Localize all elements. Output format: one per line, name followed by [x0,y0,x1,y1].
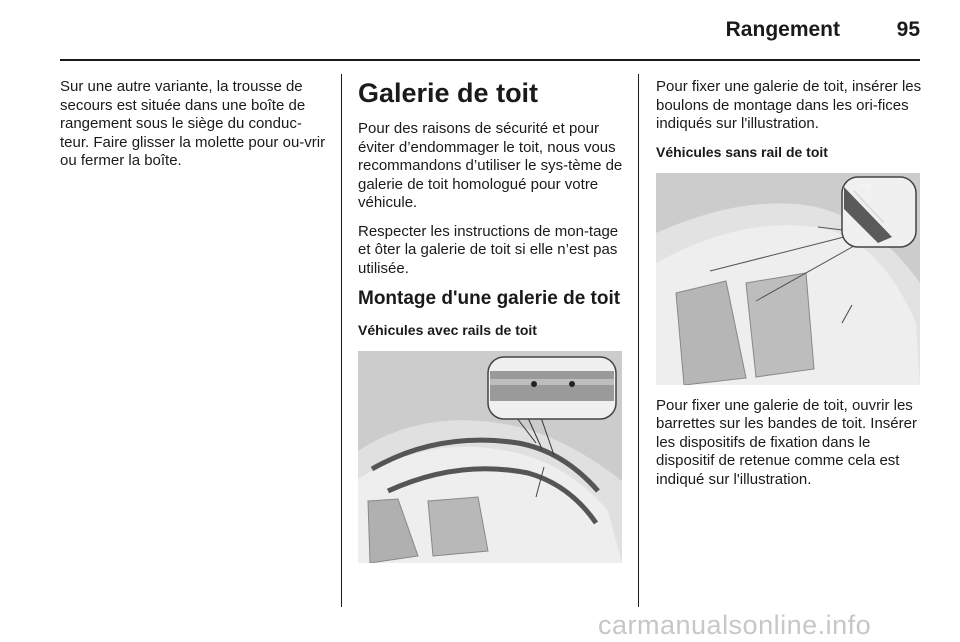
paragraph: Pour fixer une galerie de toit, ouvrir les barrettes sur les bandes de toit. Insérer les dispositifs de fixation dans le dispositif de retenue comme cela est indiqué sur l'illustration. [656,396,917,488]
figure-label: Véhicules sans rail de toit [656,143,828,160]
column-divider-2 [638,74,639,607]
roof-without-rails-illustration [656,173,920,385]
column-2 [358,78,626,563]
column-1 [60,78,328,181]
header-rule [60,59,920,61]
paragraph: Pour fixer une galerie de toit, insérer les boulons de montage dans les ori-fices indiqués sur l'illustration. [656,78,922,132]
column-3 [656,78,924,499]
subsection-heading: Montage d'une galerie de toit [358,288,621,309]
running-header-title: Rangement [725,18,840,41]
paragraph: Sur une autre variante, la trousse de secours est située dans une boîte de rangement sous le siège du conduc-teur. Faire glisser la molette pour ou-vrir ou fermer la boîte. [60,78,326,169]
watermark: carmanualsonline.info [598,610,872,640]
paragraph: Pour des raisons de sécurité et pour éviter d’endommager le toit, nous vous recommandons d’utiliser le sys-tème de galerie de toit homologué pour votre véhicule. [358,120,623,211]
paragraph: Respecter les instructions de mon-tage et ôter la galerie de toit si elle n’est pas utilisée. [358,222,619,277]
section-heading: Galerie de toit [358,78,539,108]
column-divider-1 [341,74,342,607]
figure-label: Véhicules avec rails de toit [358,322,537,338]
roof-rails-illustration [358,351,622,563]
page-number: 95 [896,18,920,41]
